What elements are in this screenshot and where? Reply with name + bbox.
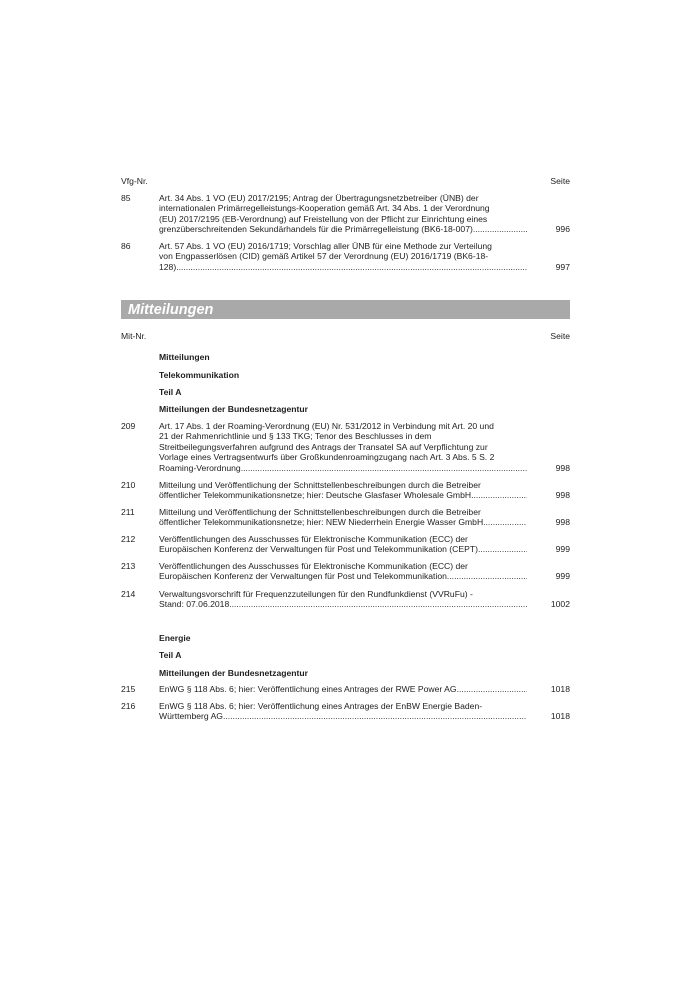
- entry-line: Art. 17 Abs. 1 der Roaming-Verordnung (EU) Nr. 531/2012 in Verbindung mit Art. 20 und: [159, 421, 494, 431]
- entry-line: Art. 57 Abs. 1 VO (EU) 2016/1719; Vorschlag aller ÜNB für eine Methode zur Verteilung: [159, 241, 492, 251]
- entry-text: [159, 241, 527, 272]
- dot-leader: [229, 599, 527, 609]
- entry-last-line: [159, 517, 527, 527]
- entry-line: Württemberg AG: [159, 711, 223, 722]
- entry-last-line: [159, 544, 527, 554]
- entry-page: 1002: [550, 599, 570, 610]
- mit-number-header: Mit-Nr.: [121, 331, 147, 341]
- entry-page: 998: [555, 490, 570, 501]
- section-heading: Teil A: [159, 387, 182, 397]
- entry-line: öffentlicher Telekommunikationsnetze; hier: NEW Niederrhein Energie Wasser GmbH: [159, 517, 484, 528]
- dot-leader: [457, 684, 527, 694]
- entry-line: Streitbeilegungsverfahren aufgrund des Antrags der Transatel SA auf Verpflichtung zur: [159, 441, 488, 452]
- entry-line: öffentlicher Telekommunikationsnetze; hier: Deutsche Glasfaser Wholesale GmbH: [159, 490, 472, 501]
- entry-line: Europäischen Konferenz der Verwaltungen für Post und Telekommunikation (CEPT): [159, 544, 478, 555]
- entry-line: Europäischen Konferenz der Verwaltungen für Post und Telekommunikation: [159, 571, 447, 582]
- entry-number: 214: [121, 589, 136, 599]
- entry-line: Veröffentlichungen des Ausschusses für Elektronische Kommunikation (ECC) der: [159, 561, 468, 571]
- section-banner-title: Mitteilungen: [128, 302, 214, 318]
- entry-line: Roaming-Verordnung: [159, 462, 241, 473]
- dot-leader: [223, 711, 527, 721]
- entry-page: 996: [555, 224, 570, 235]
- entry-text: [159, 421, 527, 473]
- entry-line: 21 der Rahmenrichtlinie und § 133 TKG; Tenor des Beschlusses in dem: [159, 431, 432, 442]
- entry-line: Art. 34 Abs. 1 VO (EU) 2017/2195; Antrag der Übertragungsnetzbetreiber (ÜNB) der: [159, 193, 479, 203]
- vfg-page-header: Seite: [550, 176, 570, 186]
- entry-page: 999: [555, 571, 570, 582]
- entry-last-line: [159, 684, 527, 694]
- entry-last-line: [159, 599, 527, 609]
- entry-line: 128): [159, 261, 177, 272]
- section-heading: Mitteilungen der Bundesnetzagentur: [159, 404, 308, 414]
- entry-line: Mitteilung und Veröffentlichung der Schnittstellenbeschreibungen durch die Betreiber: [159, 507, 481, 517]
- entry-last-line: [159, 224, 527, 234]
- section-heading: Mitteilungen: [159, 352, 210, 362]
- entry-number: 213: [121, 561, 136, 571]
- entry-last-line: [159, 571, 527, 581]
- mit-column-header: [121, 330, 570, 342]
- entry-line: EnWG § 118 Abs. 6; hier: Veröffentlichung eines Antrages der RWE Power AG: [159, 684, 457, 694]
- entry-line: Stand: 07.06.2018: [159, 599, 230, 610]
- entry-last-line: [159, 490, 527, 500]
- entry-page: 1018: [550, 711, 570, 722]
- entry-page: 998: [555, 462, 570, 473]
- section-banner: [121, 300, 570, 319]
- dot-leader: [473, 224, 527, 234]
- entry-last-line: [159, 262, 527, 272]
- dot-leader: [483, 517, 527, 527]
- entry-page: 1018: [550, 684, 570, 694]
- entry-text: [159, 701, 527, 722]
- entry-number: 85: [121, 193, 131, 203]
- entry-line: internationalen Primärregelleistungs-Kooperation gemäß Art. 34 Abs. 1 der Verordnung: [159, 203, 490, 214]
- entry-number: 86: [121, 241, 131, 251]
- entry-line: EnWG § 118 Abs. 6; hier: Veröffentlichung eines Antrages der EnBW Energie Baden-: [159, 701, 483, 711]
- entry-last-line: [159, 463, 527, 473]
- entry-number: 210: [121, 480, 136, 490]
- entry-number: 209: [121, 421, 136, 431]
- section-heading: Energie: [159, 633, 191, 643]
- entry-number: 215: [121, 684, 136, 694]
- entry-number: 216: [121, 701, 136, 711]
- entry-text: [159, 480, 527, 501]
- entry-line: Vorlage eines Vertragsentwurfs über Großkundenroamingzugang nach Art. 3 Abs. 5 S. 2: [159, 452, 495, 463]
- entry-line: Verwaltungsvorschrift für Frequenzzuteilungen für den Rundfunkdienst (VVRuFu) -: [159, 589, 473, 599]
- entry-last-line: [159, 711, 527, 721]
- entry-text: [159, 534, 527, 555]
- entry-line: Mitteilung und Veröffentlichung der Schnittstellenbeschreibungen durch die Betreiber: [159, 480, 481, 490]
- vfg-number-header: Vfg-Nr.: [121, 176, 148, 186]
- entry-text: [159, 193, 527, 235]
- entry-number: 212: [121, 534, 136, 544]
- entry-text: [159, 561, 527, 582]
- entry-page: 998: [555, 517, 570, 528]
- entry-text: [159, 684, 527, 694]
- dot-leader: [478, 544, 527, 554]
- entry-text: [159, 589, 527, 610]
- dot-leader: [241, 463, 527, 473]
- entry-line: grenzüberschreitenden Sekundärhandels für die Primärregelleistung (BK6-18-007): [159, 224, 473, 235]
- entry-number: 211: [121, 507, 135, 517]
- entry-line: (EU) 2017/2195 (EB-Verordnung) auf Freistellung von der Pflicht zur Einrichtung eines: [159, 213, 488, 224]
- section-heading: Teil A: [159, 650, 182, 660]
- entry-line: Veröffentlichungen des Ausschusses für Elektronische Kommunikation (ECC) der: [159, 534, 468, 544]
- entry-text: [159, 507, 527, 528]
- entry-page: 997: [555, 261, 570, 272]
- section-heading: Mitteilungen der Bundesnetzagentur: [159, 668, 308, 678]
- dot-leader: [471, 490, 527, 500]
- vfg-column-header: [121, 175, 570, 187]
- dot-leader: [447, 571, 527, 581]
- entry-line: von Engpasserlösen (CID) gemäß Artikel 57 der Verordnung (EU) 2016/1719 (BK6-18-: [159, 251, 489, 262]
- section-heading: Telekommunikation: [159, 370, 240, 380]
- dot-leader: [176, 262, 527, 272]
- mit-page-header: Seite: [550, 331, 570, 341]
- entry-page: 999: [555, 544, 570, 555]
